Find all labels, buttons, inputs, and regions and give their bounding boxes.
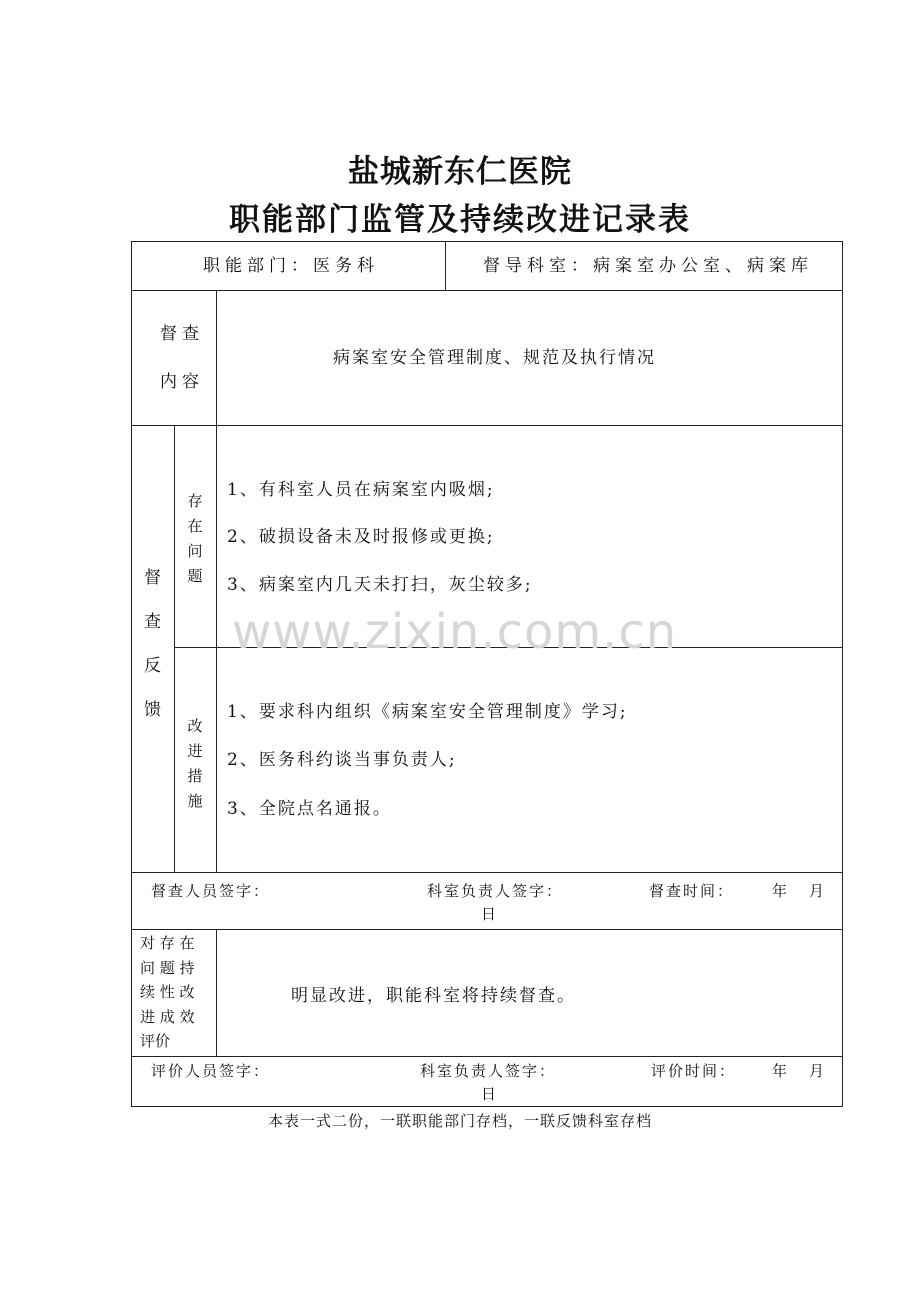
measures-label [174,715,216,811]
measure-item: 2、医务科约谈当事负责人; [227,750,457,770]
watermark: www.zixin.com.cn [232,604,678,660]
dept-head-signature-label: 科室负责人签字： [427,882,564,900]
col-divider [445,241,446,291]
row-divider [131,872,843,873]
evaluation-label-line: 对 存 在 [140,934,195,952]
evaluation-label-line: 问 题 持 [140,958,195,977]
col-divider [216,929,217,1057]
table-border-top [131,241,843,242]
feedback-label-char: 查 [144,612,161,632]
footer-note: 本表一式二份，一联职能部门存档，一联反馈科室存档 [267,1112,652,1130]
row-divider [131,290,843,291]
col-divider [216,290,217,873]
day-label: 日 [481,1085,497,1103]
hospital-name: 盐城新东仁医院 [348,154,572,190]
evaluator-signature-label: 评价人员签字： [151,1062,271,1080]
month-label: 月 [809,882,825,900]
evaluation-label [140,931,216,1054]
evaluation-label-line: 评价 [140,1032,171,1050]
inspector-signature-label: 督查人员签字： [151,882,271,900]
problem-item: 1、有科室人员在病案室内吸烟; [227,480,495,500]
supervised-dept-label: 督导科室：病案室办公室、病案库 [483,256,813,276]
inspection-content: 病案室安全管理制度、规范及执行情况 [333,348,656,368]
year-label: 年 [772,1062,788,1080]
measure-item: 1、要求科内组织《病案室安全管理制度》学习; [227,702,628,722]
feedback-label-char: 反 [144,656,161,676]
row-divider [131,425,843,426]
inspection-time-label: 督查时间： [649,882,735,900]
form-title: 职能部门监管及持续改进记录表 [229,202,691,238]
row-divider [131,929,843,930]
problems-label [174,490,216,586]
department-label: 职能部门：医务科 [203,256,379,276]
measures-label-char: 改 [187,717,203,735]
problems-label-char: 问 [187,542,203,560]
evaluation-label-line: 进 成 效 [140,1007,195,1026]
record-table [131,241,843,1107]
row-divider [131,1056,843,1057]
problems-label-char: 题 [187,567,203,585]
day-label: 日 [481,905,497,923]
table-border-bottom [131,1106,843,1107]
measures-label-char: 施 [187,792,203,810]
problems-label-char: 在 [187,517,203,535]
evaluation-content: 明显改进，职能科室将持续督查。 [291,986,576,1006]
evaluation-label-line: 续 性 改 [140,983,195,1001]
problems-label-char: 存 [187,492,203,510]
table-border-right [842,241,843,1107]
inspection-label-line1: 督查 [160,324,204,344]
year-label: 年 [772,882,788,900]
evaluation-time-label: 评价时间： [651,1062,737,1080]
feedback-label-char: 馈 [144,700,161,720]
feedback-label [131,563,174,720]
problem-item: 2、破损设备未及时报修或更换; [227,527,495,547]
measures-label-char: 进 [187,742,203,760]
month-label: 月 [809,1062,825,1080]
row-divider [174,647,843,648]
inspection-label-line2: 内容 [160,372,204,392]
problem-item: 3、病案室内几天未打扫，灰尘较多; [227,575,533,595]
feedback-label-char: 督 [144,568,161,588]
dept-head-signature-label: 科室负责人签字： [420,1062,557,1080]
measures-label-char: 措 [187,767,203,785]
measure-item: 3、全院点名通报。 [227,799,392,819]
